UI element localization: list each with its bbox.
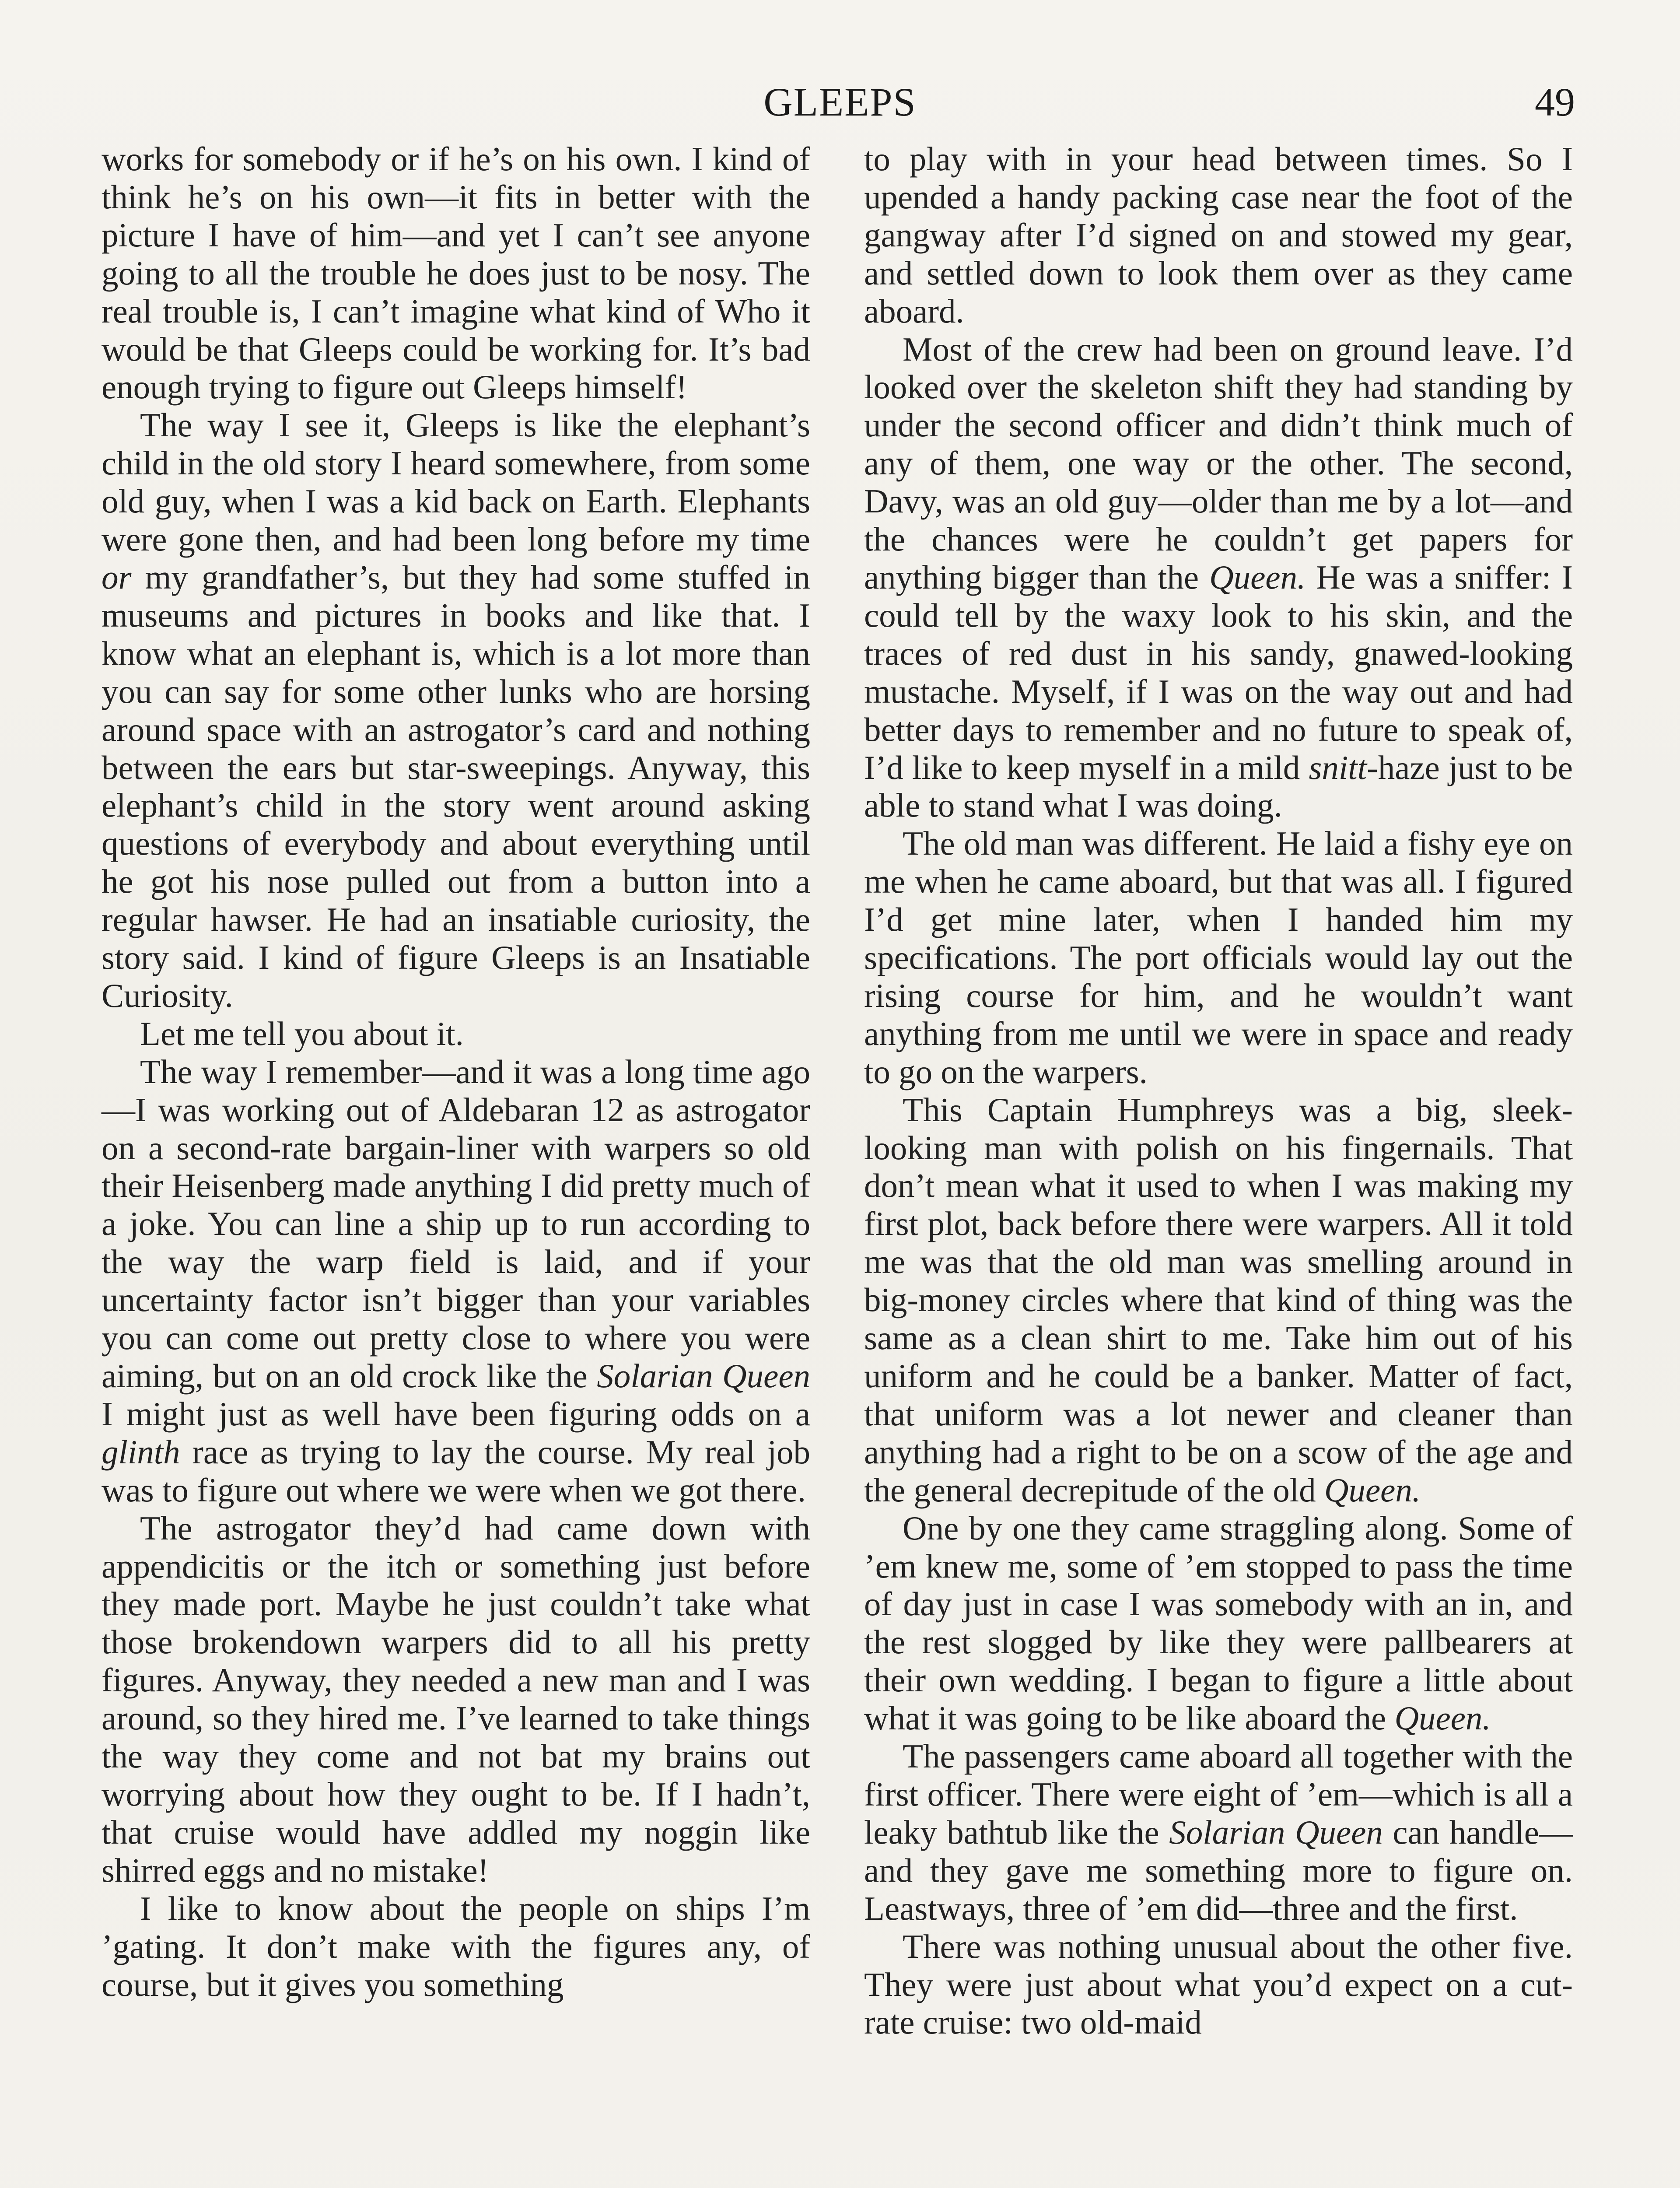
body-text: works for somebody or if he’s on his own. I kind of think he’s on his own—it fits in better with the picture I have of him—and yet I can’t see anyone going to all the trouble he does just to be nosy. The real trouble is, I can’t imagine what kind of Who it would be that Gleeps could be working for. It’s bad enough trying to figure out Gleeps himself! (102, 140, 810, 406)
body-text: The way I remember—and it was a long time ago—I was working out of Aldebaran 12 as astrogator on a second-rate bargain-liner with warpers so old their Heisenberg made anything I did pretty much of a joke. You can line a ship up to run according to the way the warp field is laid, and if your uncertainty factor isn’t bigger than your variables you can come out pretty close to where you were aiming, but on an old crock like the (102, 1052, 810, 1395)
body-text: I like to know about the people on ships I’m ’gating. It don’t make with the figures any, of course, but it gives you something (102, 1889, 810, 2003)
body-text: -haze just to be able to stand what I was doing. (864, 748, 1573, 824)
italic-text: glinth (102, 1433, 180, 1471)
body-text: my grandfather’s, but they had some stuffed in museums and pictures in books and like that. I know what an elephant is, which is a lot more than you can say for some other lunks who are horsing around space with an astrogator’s card and nothing between the ears but star-sweepings. Anyway, this elephant’s child in the story went around asking questions of everybody and about everything until he got his nose pulled out from a button into a regular hawser. He had an insatiable curiosity, the story said. I kind of figure Gleeps is an Insatiable Curiosity. (102, 558, 810, 1014)
body-text: The astrogator they’d had came down with appendicitis or the itch or something just before they made port. Maybe he just couldn’t take what those brokendown warpers did to all his pretty figures. Anyway, they needed a new man and I was around, so they hired me. I’ve learned to take things the way they come and not bat my brains out worrying about how they ought to be. If I hadn’t, that cruise would have addled my noggin like shirred eggs and no mistake! (102, 1509, 810, 1889)
left-column-paragraph (102, 1509, 810, 1890)
right-column-paragraph (864, 824, 1573, 1090)
right-text-column (864, 140, 1573, 2041)
body-text: This Captain Humphreys was a big, sleek-looking man with polish on his fingernails. That don’t mean what it used to when I was making my first plot, back before there were warpers. All it told me was that the old man was smelling around in big-money circles where that kind of thing was the same as a clean shirt to me. Take him out of his uniform and he could be a banker. Matter of fact, that uniform was a lot newer and cleaner than anything had a right to be on a scow of the age and the general decrepitude of the old (864, 1090, 1573, 1509)
body-text: One by one they came straggling along. Some of ’em knew me, some of ’em stopped to pass the time of day just in case I was somebody with an in, and the rest slogged by like they were pallbearers at their own wedding. I began to figure a little about what it was going to be like aboard the (864, 1509, 1573, 1737)
right-column-paragraph (864, 1091, 1573, 1509)
body-text: The old man was different. He laid a fishy eye on me when he came aboard, but that was all. I figured I’d get mine later, when I handed him my specifications. The port officials would lay out the rising course for him, and he wouldn’t want anything from me until we were in space and ready to go on the warpers. (864, 824, 1573, 1090)
left-text-column (102, 140, 810, 2003)
body-text: He was a sniffer: I could tell by the waxy look to his skin, and the traces of red dust in his sandy, gnawed-looking mustache. Myself, if I was on the way out and had better days to remember and no future to speak of, I’d like to keep myself in a mild (864, 558, 1573, 786)
italic-text: Queen. (1394, 1699, 1491, 1737)
right-column-paragraph (864, 140, 1573, 330)
left-column-paragraph (102, 1053, 810, 1509)
right-column-paragraph (864, 1928, 1573, 2042)
italic-text: or (102, 558, 132, 596)
body-text: to play with in your head between times. So I upended a handy packing case near the foot of the gangway after I’d signed on and stowed my gear, and settled down to look them over as they came aboard. (864, 140, 1573, 330)
body-text: Let me tell you about it. (140, 1014, 464, 1052)
italic-text: snitt (1309, 748, 1367, 786)
left-column-paragraph (102, 140, 810, 406)
italic-text: Solarian Queen (597, 1357, 810, 1395)
body-text: Most of the crew had been on ground leave. I’d looked over the skeleton shift they had standing by under the second officer and didn’t think much of any of them, one way or the other. The second, Davy, was an old guy—older than me by a lot—and the chances were he couldn’t get papers for anything bigger than the (864, 330, 1573, 596)
body-text: race as trying to lay the course. My real job was to figure out where we were when we got there. (102, 1433, 810, 1509)
page-number: 49 (1535, 80, 1575, 124)
italic-text: Queen. (1324, 1471, 1421, 1509)
left-column-paragraph (102, 1890, 810, 2004)
running-title: GLEEPS (763, 80, 917, 124)
italic-text: Solarian Queen (1169, 1813, 1383, 1851)
left-column-paragraph (102, 406, 810, 1015)
body-text: can handle—and they gave me something more to figure on. Leastways, three of ’em did—three and the first. (864, 1813, 1573, 1927)
right-column-paragraph (864, 1737, 1573, 1928)
page-header (0, 79, 1680, 136)
body-text: I might just as well have been figuring odds on a (102, 1395, 810, 1433)
right-column-paragraph (864, 330, 1573, 825)
right-column-paragraph (864, 1509, 1573, 1737)
body-text: The way I see it, Gleeps is like the elephant’s child in the old story I heard somewhere, from some old guy, when I was a kid back on Earth. Elephants were gone then, and had been long before my time (102, 406, 810, 558)
body-text: There was nothing unusual about the other five. They were just about what you’d expect on a cut-rate cruise: two old-maid (864, 1927, 1573, 2041)
left-column-paragraph (102, 1015, 810, 1053)
body-text: The passengers came aboard all together with the first officer. There were eight of ’em—which is all a leaky bathtub like the (864, 1737, 1573, 1851)
italic-text: Queen. (1209, 558, 1306, 596)
